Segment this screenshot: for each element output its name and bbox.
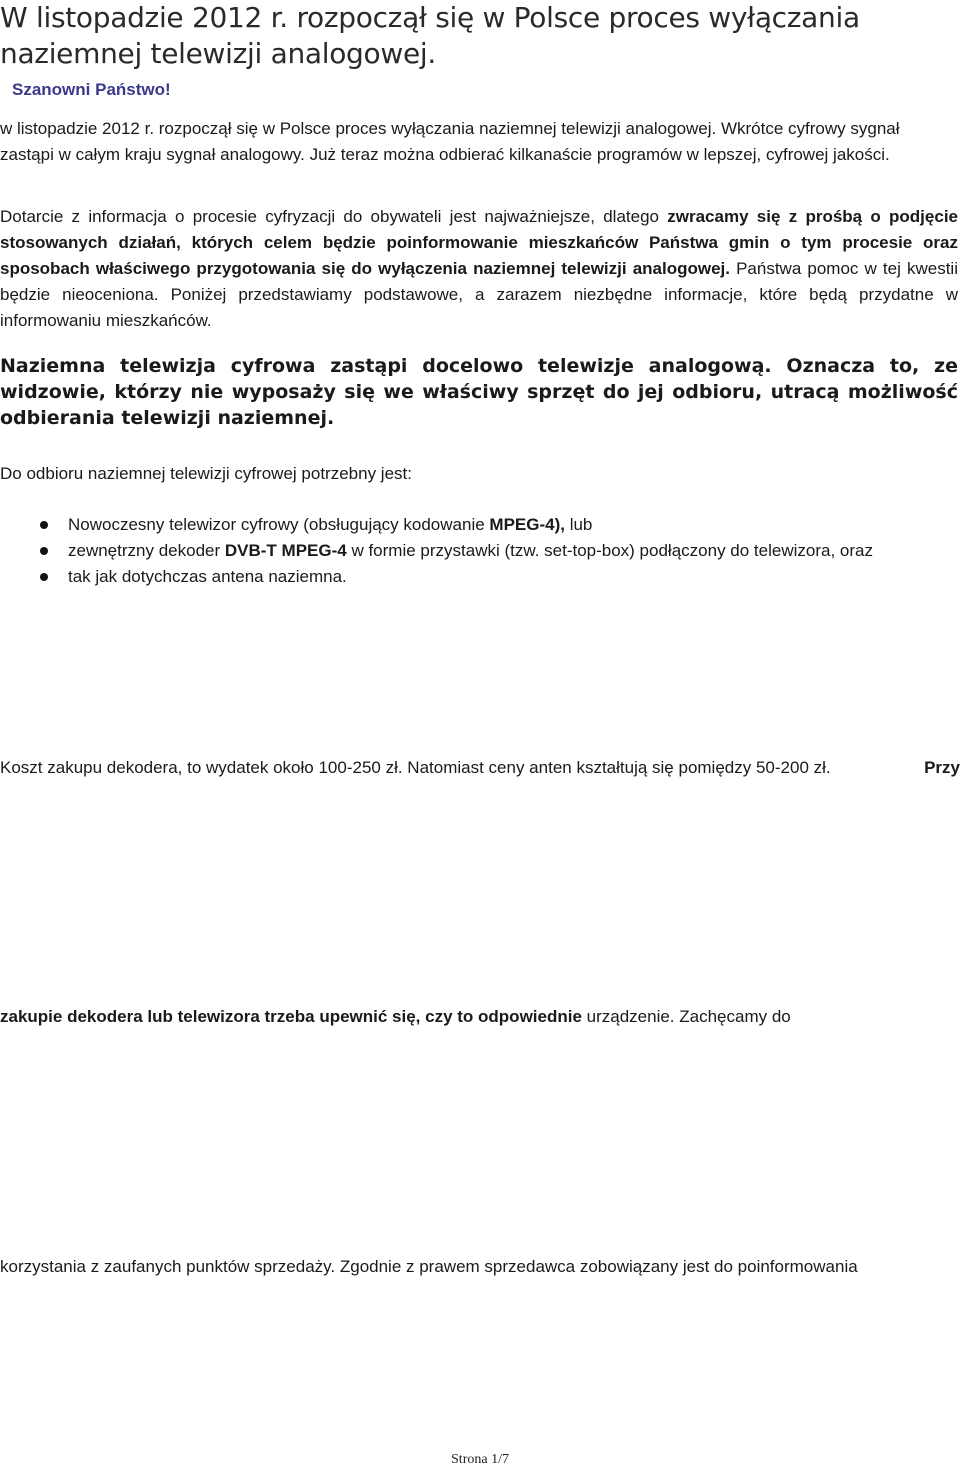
- requirements-intro: Do odbioru naziemnej telewizji cyfrowej potrzebny jest:: [0, 464, 412, 483]
- key-message: Naziemna telewizja cyfrowa zastąpi docelowo telewizje analogową. Oznacza to, ze widzowie, którzy nie wyposaży się we właściwy sprzęt do jej odbioru, utracą możliwość odbierania telewizji naziemnej.: [0, 355, 958, 429]
- bullet-icon: [40, 573, 48, 581]
- list-item-bold: DVB-T MPEG-4: [224, 541, 347, 560]
- greeting: Szanowni Państwo!: [12, 80, 171, 99]
- cooperation-text-1: Dotarcie z informacja o procesie cyfryzacji do obywateli jest najważniejsze, dlatego: [0, 207, 668, 226]
- shops-paragraph: korzystania z zaufanych punktów sprzedaży. Zgodnie z prawem sprzedawca zobowiązany jest do poinformowania: [0, 1257, 858, 1276]
- list-item-text: tak jak dotychczas antena naziemna.: [68, 567, 347, 586]
- cooperation-request: zwracamy się z prośbą o podjęcie stosowanych działań, których celem będzie poinformowanie mieszkańców Państwa gmin o tym procesie oraz sposobach właściwego przygotowania się do wyłączenia naziemnej telewizji analogowej.: [0, 207, 958, 278]
- cooperation-text-2: Państwa pomoc w tej kwestii będzie nieoceniona. Poniżej przedstawiamy podstawowe, a zarazem niezbędne informacje, które będą przydatne w informowaniu mieszkańców.: [0, 259, 958, 330]
- purchase-text: urządzenie. Zachęcamy do: [581, 1007, 791, 1026]
- cooperation-paragraph: [0, 204, 958, 334]
- list-item: [0, 538, 958, 564]
- list-item: [0, 512, 958, 538]
- cost-continuation: Przy: [924, 758, 960, 777]
- list-item-text: zewnętrzny dekoder: [68, 541, 225, 560]
- list-item-text: Nowoczesny telewizor cyfrowy (obsługujący kodowanie: [68, 515, 490, 534]
- purchase-paragraph: [0, 1004, 958, 1030]
- intro-paragraph: w listopadzie 2012 r. rozpoczął się w Polsce proces wyłączania naziemnej telewizji analogowej. Wkrótce cyfrowy sygnał zastąpi w całym kraju sygnał analogowy. Już teraz można odbierać kilkanaście programów w lepszej, cyfrowej jakości.: [0, 119, 900, 164]
- bullet-icon: [40, 547, 48, 555]
- bullet-icon: [40, 521, 48, 529]
- list-item-text-end: w formie przystawki (tzw. set-top-box) podłączony do telewizora, oraz: [346, 541, 873, 560]
- document-title: W listopadzie 2012 r. rozpoczął się w Polsce proces wyłączania naziemnej telewizji analogowej.: [0, 1, 860, 70]
- list-item: [0, 564, 958, 590]
- cost-paragraph: Koszt zakupu dekodera, to wydatek około 100-250 zł. Natomiast ceny anten kształtują się pomiędzy 50-200 zł.: [0, 758, 831, 777]
- list-item-text-end: lub: [564, 515, 593, 534]
- list-item-bold: MPEG-4),: [489, 515, 565, 534]
- page-number: Strona 1/7: [451, 1452, 509, 1467]
- requirements-list: [0, 512, 958, 590]
- purchase-warning: zakupie dekodera lub telewizora trzeba upewnić się, czy to odpowiednie: [0, 1007, 582, 1026]
